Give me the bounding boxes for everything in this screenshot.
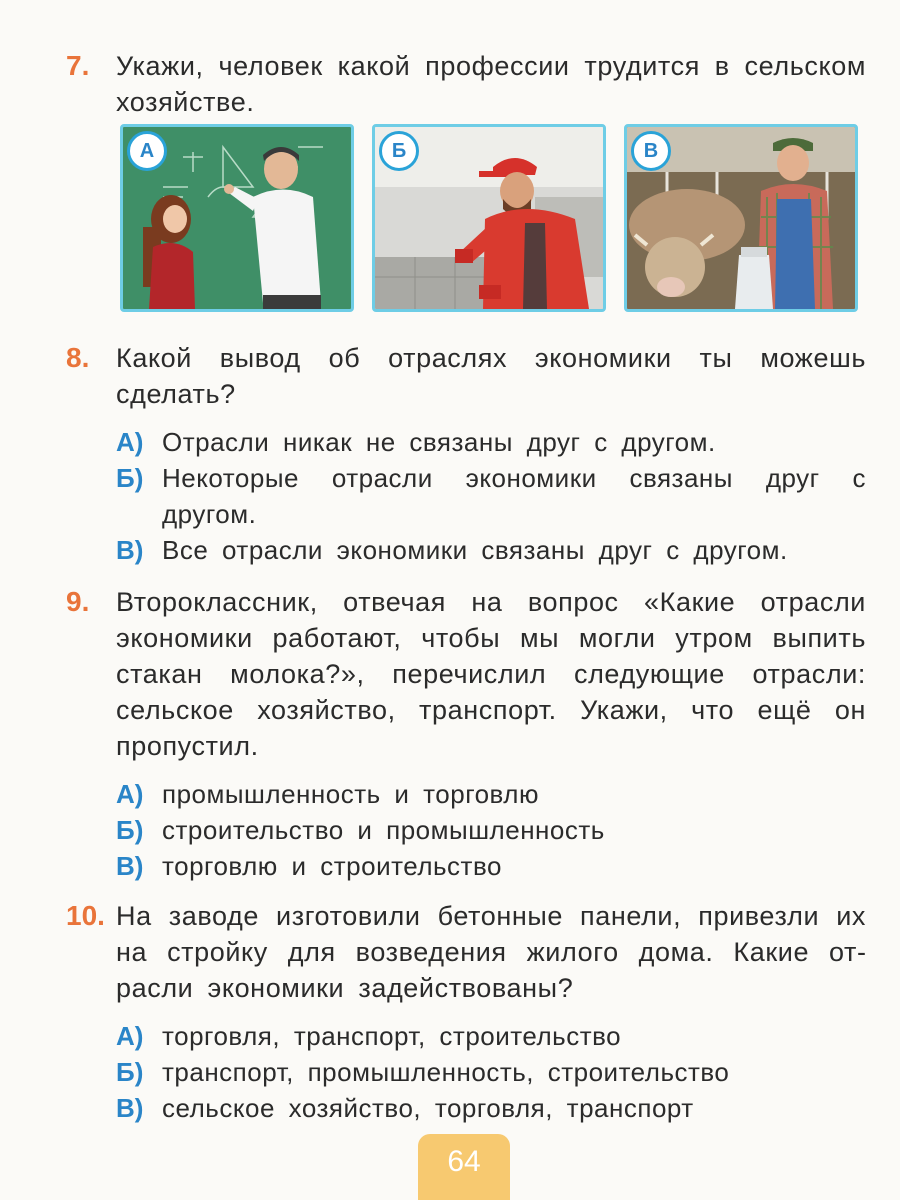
option-letter: Б)	[116, 815, 144, 845]
answer-option-a[interactable]	[116, 1018, 866, 1054]
answer-option-b[interactable]	[116, 460, 866, 532]
question-9	[66, 584, 866, 884]
option-letter: Б)	[116, 1057, 144, 1087]
question-8	[66, 340, 866, 568]
answer-option-v[interactable]	[116, 1090, 866, 1126]
option-badge-v: В	[631, 131, 671, 171]
option-text: промышленность и торговлю	[162, 779, 539, 809]
photo-option-b[interactable]	[372, 124, 606, 312]
question-number: 7.	[66, 50, 90, 81]
answer-options	[116, 1018, 866, 1126]
option-text: Некоторые отрасли экономики связаны друг с другом.	[162, 463, 866, 529]
option-text: Все отрасли экономики связаны друг с другом.	[162, 535, 788, 565]
option-letter: А)	[116, 1021, 144, 1051]
option-letter: Б)	[116, 463, 144, 493]
answer-option-b[interactable]	[116, 1054, 866, 1090]
question-text: Второклассник, отвечая на вопрос «Какие отрасли экономики работают, чтобы мы могли утром выпить стакан молока?», перечислил следующие отрасли: сельское хозяйство, транспорт. Укажи, что ещё он пропустил.	[116, 587, 866, 761]
option-text: торговлю и строительство	[162, 851, 502, 881]
option-text: Отрасли никак не связаны друг с другом.	[162, 427, 716, 457]
option-badge-b: Б	[379, 131, 419, 171]
answer-option-b[interactable]	[116, 812, 866, 848]
option-letter: В)	[116, 1093, 144, 1123]
option-letter: В)	[116, 851, 144, 881]
answer-option-a[interactable]	[116, 424, 866, 460]
option-text: транспорт, промышленность, строительство	[162, 1057, 730, 1087]
option-text: торговля, транспорт, строительство	[162, 1021, 622, 1051]
question-7	[66, 48, 866, 120]
answer-option-a[interactable]	[116, 776, 866, 812]
page-number: 64	[418, 1134, 510, 1200]
question-number: 10.	[66, 900, 105, 931]
option-letter: А)	[116, 427, 144, 457]
photo-option-a[interactable]	[120, 124, 354, 312]
option-letter: В)	[116, 535, 144, 565]
question-number: 9.	[66, 586, 90, 617]
answer-options	[116, 776, 866, 884]
option-badge-a: А	[127, 131, 167, 171]
question-10	[66, 898, 866, 1126]
question-number: 8.	[66, 342, 90, 373]
option-text: сельское хозяйство, торговля, транспорт	[162, 1093, 694, 1123]
option-text: строительство и промышленность	[162, 815, 605, 845]
question-text: Какой вывод об отраслях экономики ты можешь сделать?	[116, 343, 866, 409]
answer-photos	[120, 124, 860, 310]
answer-option-v[interactable]	[116, 532, 866, 568]
answer-option-v[interactable]	[116, 848, 866, 884]
question-text: Укажи, человек какой профессии трудится в сельском хозяйстве.	[116, 51, 866, 117]
answer-options	[116, 424, 866, 568]
option-letter: А)	[116, 779, 144, 809]
question-text: На заводе изготовили бетонные панели, привезли их на стройку для возведения жилого дома. Какие отрасли экономики задействованы?	[116, 901, 866, 1003]
photo-option-v[interactable]	[624, 124, 858, 312]
